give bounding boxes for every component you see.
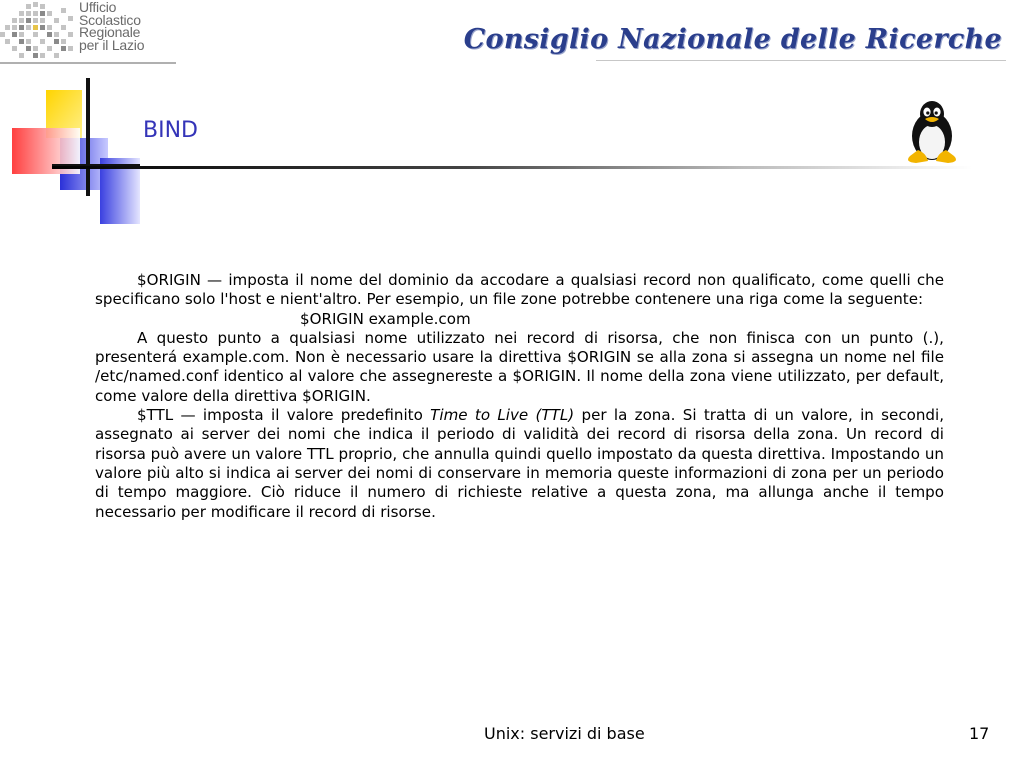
title-underline — [52, 166, 972, 169]
origin-example: $ORIGIN example.com — [300, 309, 471, 328]
cnr-logo: Consiglio Nazionale delle Ricerche — [463, 24, 1002, 55]
ttl-text-end: per la zona. Si tratta di un valore, in secondi, assegnato ai server dei nomi che indica il periodo di validità dei record di risorsa della zona. Un record di risorsa può avere un valore TTL proprio, che annulla quindi quello impostato da questa direttiva. Impostando un valore più alto si indica ai server dei nomi di conservare in memoria queste informazioni di zona per un periodo di tempo maggiore. Ciò riduce il numero di richieste relative a questa zona, ma allunga anche il tempo necessario per modificare il record di risorse. — [95, 406, 944, 521]
logo-left-underline — [0, 62, 176, 64]
decorative-squares — [0, 78, 140, 228]
usr-lazio-logo — [0, 0, 178, 64]
usr-lazio-grid-logo — [0, 0, 80, 64]
logo-line-4: per il Lazio — [79, 36, 145, 53]
paragraph-origin: $ORIGIN — imposta il nome del dominio da accodare a qualsiasi record non qualificato, come quelli che specificano solo l'host e nient'altro. Per esempio, un file zone potrebbe contenere una riga come la seguente: — [95, 271, 944, 309]
cnr-logo-underline — [596, 60, 1006, 61]
usr-lazio-logo-text — [79, 1, 179, 51]
footer-title: Unix: servizi di base — [484, 724, 645, 743]
logo-line-2: Scolastico — [79, 11, 141, 28]
paragraph-origin-usage: A questo punto a qualsiasi nome utilizzato nei record di risorsa, che non finisca con un punto (.), presenterá example.com. Non è necessario usare la direttiva $ORIGIN se alla zona si assegna un nome nel file /etc/named.conf identico al valore che assegnereste a $ORIGIN. Il nome della zona viene utilizzato, per default, come valore della direttiva $ORIGIN. — [95, 328, 944, 405]
logo-line-1: Ufficio — [79, 0, 117, 15]
slide-title: BIND — [143, 118, 198, 143]
logo-line-3: Regionale — [79, 24, 141, 40]
ttl-text-start: $TTL — imposta il valore predefinito — [137, 406, 431, 425]
ttl-italic-term: Time to Live (TTL) — [430, 406, 575, 425]
paragraph-ttl — [95, 406, 944, 522]
page-number: 17 — [969, 724, 990, 743]
slide-body — [95, 271, 944, 522]
tux-penguin-icon — [900, 98, 964, 164]
